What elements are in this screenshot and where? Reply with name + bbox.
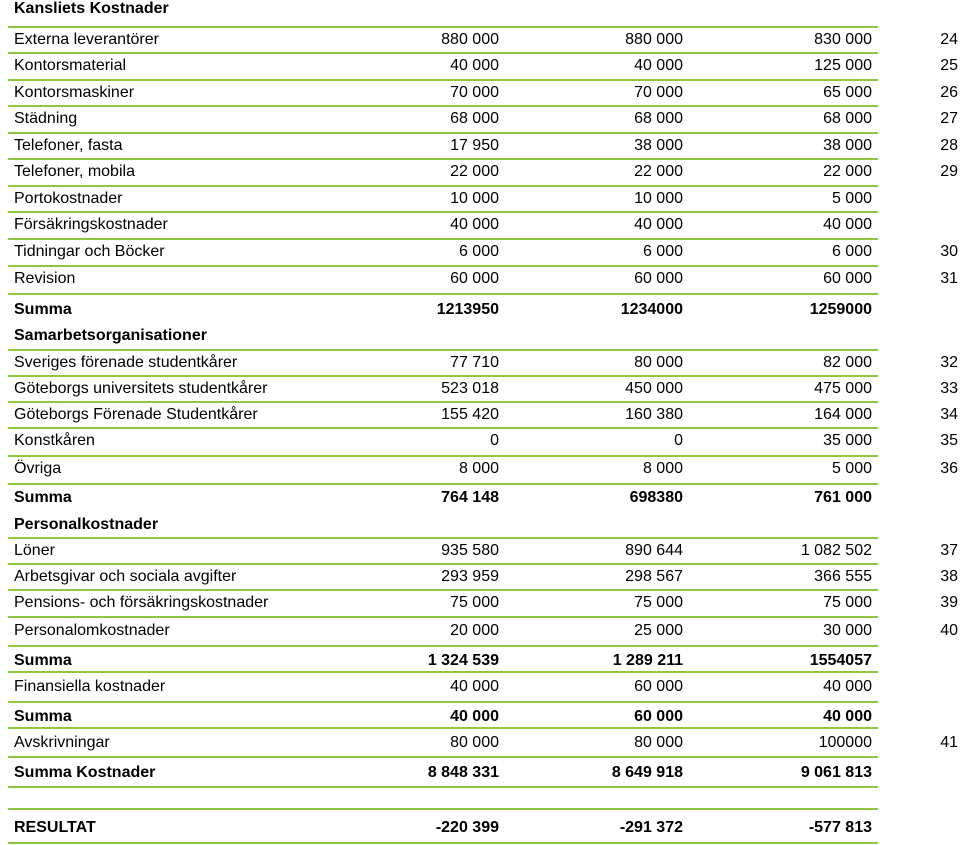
summary-row [0, 760, 960, 786]
value-col-3: 5 000 [831, 190, 872, 207]
table-row [0, 80, 960, 106]
value-col-1: 40 000 [450, 678, 499, 695]
row-label: Avskrivningar [14, 734, 110, 751]
row-label: Summa [14, 652, 72, 669]
row-label: Summa [14, 301, 72, 318]
value-col-3: 30 000 [823, 622, 872, 639]
value-col-2: 60 000 [634, 678, 683, 695]
value-col-1: 60 000 [450, 270, 499, 287]
note-ref: 35 [940, 432, 958, 449]
note-ref: 41 [940, 734, 958, 751]
note-ref: 33 [940, 380, 958, 397]
value-col-2: 60 000 [634, 708, 683, 725]
value-col-2: 6 000 [642, 243, 683, 260]
value-col-3: 1554057 [809, 652, 872, 669]
row-divider [8, 645, 878, 647]
value-col-3: 65 000 [823, 84, 872, 101]
value-col-2: 8 649 918 [611, 764, 683, 781]
value-col-1: 293 959 [441, 568, 499, 585]
value-col-1: 68 000 [450, 110, 499, 127]
note-ref: 27 [940, 110, 958, 127]
row-label: Personalkostnader [14, 516, 159, 533]
table-row [0, 538, 960, 564]
row-label: Sveriges förenade studentkårer [14, 354, 238, 371]
table-row [0, 350, 960, 376]
row-label: Personalomkostnader [14, 622, 170, 639]
value-col-1: 155 420 [441, 406, 499, 423]
table-row [0, 212, 960, 238]
value-col-1: 1213950 [436, 301, 499, 318]
table-row [0, 266, 960, 292]
table-row [0, 133, 960, 159]
value-col-2: 70 000 [634, 84, 683, 101]
note-ref: 31 [940, 270, 958, 287]
row-label: Övriga [14, 460, 62, 477]
value-col-2: 450 000 [625, 380, 683, 397]
row-label: RESULTAT [14, 819, 96, 836]
value-col-1: 22 000 [450, 163, 499, 180]
table-row [0, 590, 960, 616]
value-col-1: 6 000 [458, 243, 499, 260]
value-col-2: 25 000 [634, 622, 683, 639]
note-ref: 39 [940, 594, 958, 611]
value-col-3: 125 000 [814, 57, 872, 74]
value-col-1: 77 710 [450, 354, 499, 371]
table-row [0, 674, 960, 700]
row-label: Externa leverantörer [14, 31, 159, 48]
row-divider [8, 808, 878, 810]
value-col-1: 75 000 [450, 594, 499, 611]
row-divider [8, 786, 878, 788]
value-col-2: 38 000 [634, 137, 683, 154]
table-row [0, 239, 960, 265]
row-label: Summa [14, 708, 72, 725]
row-label: Portokostnader [14, 190, 123, 207]
value-col-3: 60 000 [823, 270, 872, 287]
summary-row [0, 815, 960, 841]
summary-row [0, 704, 960, 730]
row-label: Revision [14, 270, 76, 287]
note-ref: 37 [940, 542, 958, 559]
value-col-2: 8 000 [642, 460, 683, 477]
note-ref: 30 [940, 243, 958, 260]
table-row [0, 564, 960, 590]
row-divider [8, 756, 878, 758]
row-label: Summa [14, 489, 72, 506]
value-col-1: 8 848 331 [427, 764, 499, 781]
table-row [0, 456, 960, 482]
value-col-3: 761 000 [814, 489, 872, 506]
page-title: Kansliets Kostnader [14, 0, 169, 17]
value-col-3: 40 000 [823, 708, 872, 725]
value-col-1: 40 000 [450, 57, 499, 74]
value-col-1: 0 [490, 432, 499, 449]
value-col-3: 164 000 [814, 406, 872, 423]
summary-row [0, 323, 960, 349]
value-col-3: 9 061 813 [800, 764, 872, 781]
row-label: Löner [14, 542, 55, 559]
row-label: Pensions- och försäkringskostnader [14, 594, 269, 611]
summary-row [0, 297, 960, 323]
value-col-3: 75 000 [823, 594, 872, 611]
value-col-2: 890 644 [625, 542, 683, 559]
row-label: Konstkåren [14, 432, 95, 449]
table-row [0, 618, 960, 644]
row-label: Telefoner, fasta [14, 137, 123, 154]
value-col-1: 40 000 [450, 216, 499, 233]
value-col-3: 475 000 [814, 380, 872, 397]
row-label: Kontorsmaskiner [14, 84, 135, 101]
value-col-3: 35 000 [823, 432, 872, 449]
value-col-1: -220 399 [435, 819, 499, 836]
value-col-1: 8 000 [458, 460, 499, 477]
value-col-1: 40 000 [450, 708, 499, 725]
row-label: Städning [14, 110, 78, 127]
row-label: Tidningar och Böcker [14, 243, 165, 260]
row-label: Arbetsgivar och sociala avgifter [14, 568, 237, 585]
value-col-2: 80 000 [634, 354, 683, 371]
row-label: Samarbetsorganisationer [14, 327, 207, 344]
row-label: Försäkringskostnader [14, 216, 168, 233]
value-col-3: 82 000 [823, 354, 872, 371]
value-col-2: 880 000 [625, 31, 683, 48]
summary-row [0, 648, 960, 674]
value-col-3: 5 000 [831, 460, 872, 477]
value-col-1: 10 000 [450, 190, 499, 207]
note-ref: 29 [940, 163, 958, 180]
table-row [0, 186, 960, 212]
value-col-1: 1 324 539 [427, 652, 499, 669]
table-row [0, 106, 960, 132]
value-col-2: 40 000 [634, 216, 683, 233]
value-col-1: 935 580 [441, 542, 499, 559]
row-label: Kontorsmaterial [14, 57, 127, 74]
value-col-3: 40 000 [823, 678, 872, 695]
note-ref: 26 [940, 84, 958, 101]
table-row [0, 402, 960, 428]
value-col-2: 0 [674, 432, 683, 449]
value-col-2: 1 289 211 [612, 652, 683, 669]
value-col-2: 80 000 [634, 734, 683, 751]
value-col-2: 1234000 [620, 301, 683, 318]
summary-row [0, 512, 960, 538]
note-ref: 28 [940, 137, 958, 154]
table-row [0, 159, 960, 185]
value-col-1: 70 000 [450, 84, 499, 101]
row-divider [8, 701, 878, 703]
value-col-3: 22 000 [823, 163, 872, 180]
table-row [0, 376, 960, 402]
note-ref: 34 [940, 406, 958, 423]
value-col-3: 100000 [818, 734, 872, 751]
value-col-2: 698380 [629, 489, 683, 506]
row-label: Finansiella kostnader [14, 678, 166, 695]
value-col-1: 523 018 [441, 380, 499, 397]
value-col-3: 366 555 [814, 568, 872, 585]
value-col-2: 10 000 [634, 190, 683, 207]
table-row [0, 428, 960, 454]
note-ref: 24 [940, 31, 958, 48]
value-col-2: 68 000 [634, 110, 683, 127]
value-col-3: 38 000 [823, 137, 872, 154]
value-col-1: 20 000 [450, 622, 499, 639]
value-col-3: 40 000 [823, 216, 872, 233]
value-col-3: 6 000 [831, 243, 872, 260]
value-col-1: 17 950 [450, 137, 499, 154]
note-ref: 32 [940, 354, 958, 371]
value-col-2: -291 372 [619, 819, 683, 836]
value-col-2: 75 000 [634, 594, 683, 611]
value-col-3: 68 000 [823, 110, 872, 127]
row-label: Summa Kostnader [14, 764, 156, 781]
table-row [0, 53, 960, 79]
table-row [0, 27, 960, 53]
value-col-3: 830 000 [814, 31, 872, 48]
value-col-2: 60 000 [634, 270, 683, 287]
value-col-1: 764 148 [441, 489, 499, 506]
row-divider [8, 293, 878, 295]
value-col-3: 1259000 [809, 301, 872, 318]
value-col-3: 1 082 502 [800, 542, 872, 559]
note-ref: 25 [940, 57, 958, 74]
value-col-3: -577 813 [808, 819, 872, 836]
value-col-2: 160 380 [625, 406, 683, 423]
value-col-2: 40 000 [634, 57, 683, 74]
value-col-1: 80 000 [450, 734, 499, 751]
value-col-2: 22 000 [634, 163, 683, 180]
row-label: Göteborgs universitets studentkårer [14, 380, 268, 397]
table-row [0, 730, 960, 756]
note-ref: 38 [940, 568, 958, 585]
row-label: Telefoner, mobila [14, 163, 135, 180]
row-divider [8, 842, 878, 844]
summary-row [0, 485, 960, 511]
row-label: Göteborgs Förenade Studentkårer [14, 406, 258, 423]
value-col-1: 880 000 [441, 31, 499, 48]
note-ref: 40 [940, 622, 958, 639]
value-col-2: 298 567 [625, 568, 683, 585]
note-ref: 36 [940, 460, 958, 477]
